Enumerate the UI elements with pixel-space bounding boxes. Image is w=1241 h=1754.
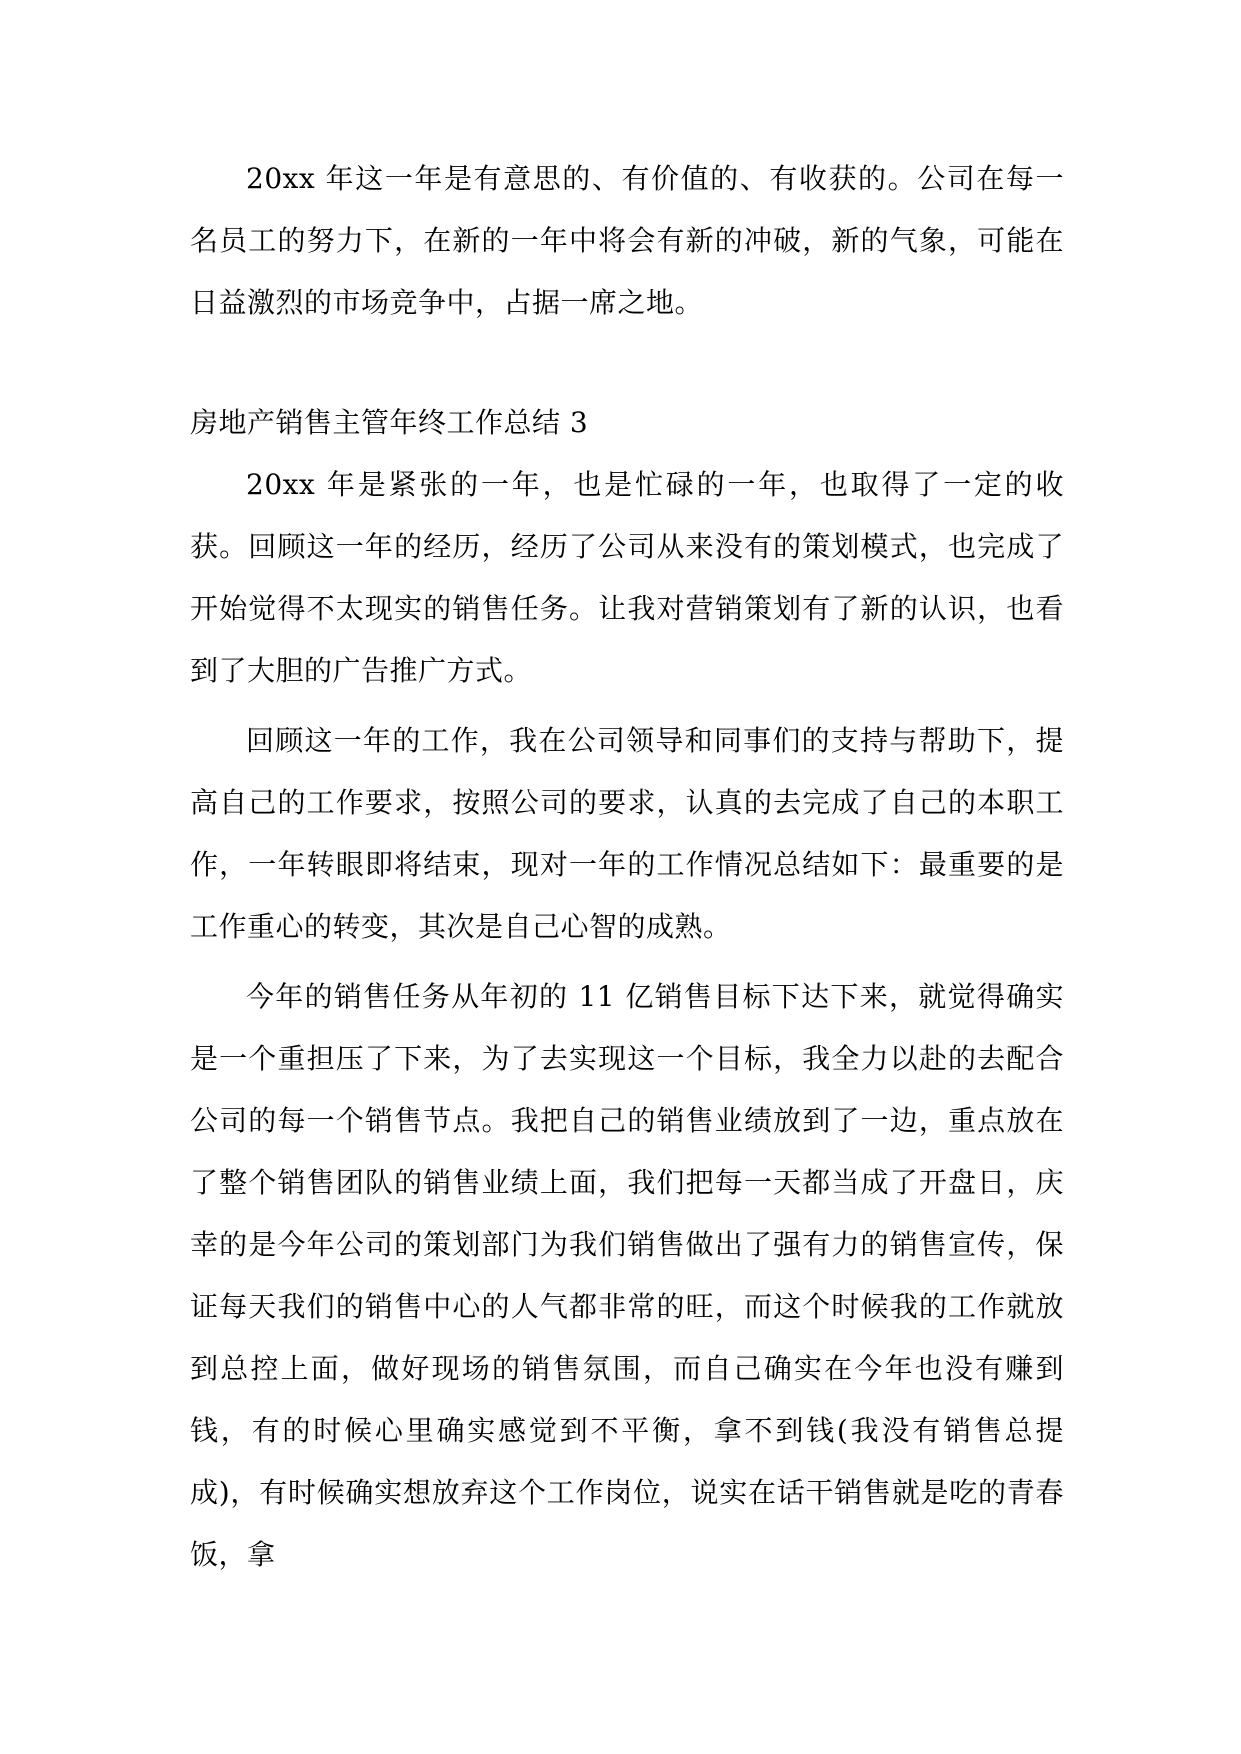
paragraph-year-summary: 20xx 年这一年是有意思的、有价值的、有收获的。公司在每一名员工的努力下，在新的一年中将会有新的冲破，新的气象，可能在日益激烈的市场竞争中，占据一席之地。 — [190, 162, 1064, 319]
paragraph-intro: 20xx 年是紧张的一年，也是忙碌的一年，也取得了一定的收获。回顾这一年的经历，经历了公司从来没有的策划模式，也完成了开始觉得不太现实的销售任务。让我对营销策划有了新的认识，也看到了大胆的广告推广方式。 — [190, 468, 1064, 687]
paragraph-review: 回顾这一年的工作，我在公司领导和同事们的支持与帮助下，提高自己的工作要求，按照公司的要求，认真的去完成了自己的本职工作，一年转眼即将结束，现对一年的工作情况总结如下：最重要的是工作重心的转变，其次是自己心智的成熟。 — [190, 724, 1064, 943]
document-page — [190, 148, 1064, 1586]
section-heading: 房地产销售主管年终工作总结 3 — [190, 406, 589, 439]
paragraph-sales-task: 今年的销售任务从年初的 11 亿销售目标下达下来，就觉得确实是一个重担压了下来，为了去实现这一个目标，我全力以赴的去配合公司的每一个销售节点。我把自己的销售业绩放到了一边，重点放在了整个销售团队的销售业绩上面，我们把每一天都当成了开盘日，庆幸的是今年公司的策划部门为我们销售做出了强有力的销售宣传，保证每天我们的销售中心的人气都非常的旺，而这个时候我的工作就放到总控上面，做好现场的销售氛围，而自己确实在今年也没有赚到钱，有的时候心里确实感觉到不平衡，拿不到钱(我没有销售总提成)，有时候确实想放弃这个工作岗位，说实在话干销售就是吃的青春饭，拿 — [190, 980, 1064, 1571]
